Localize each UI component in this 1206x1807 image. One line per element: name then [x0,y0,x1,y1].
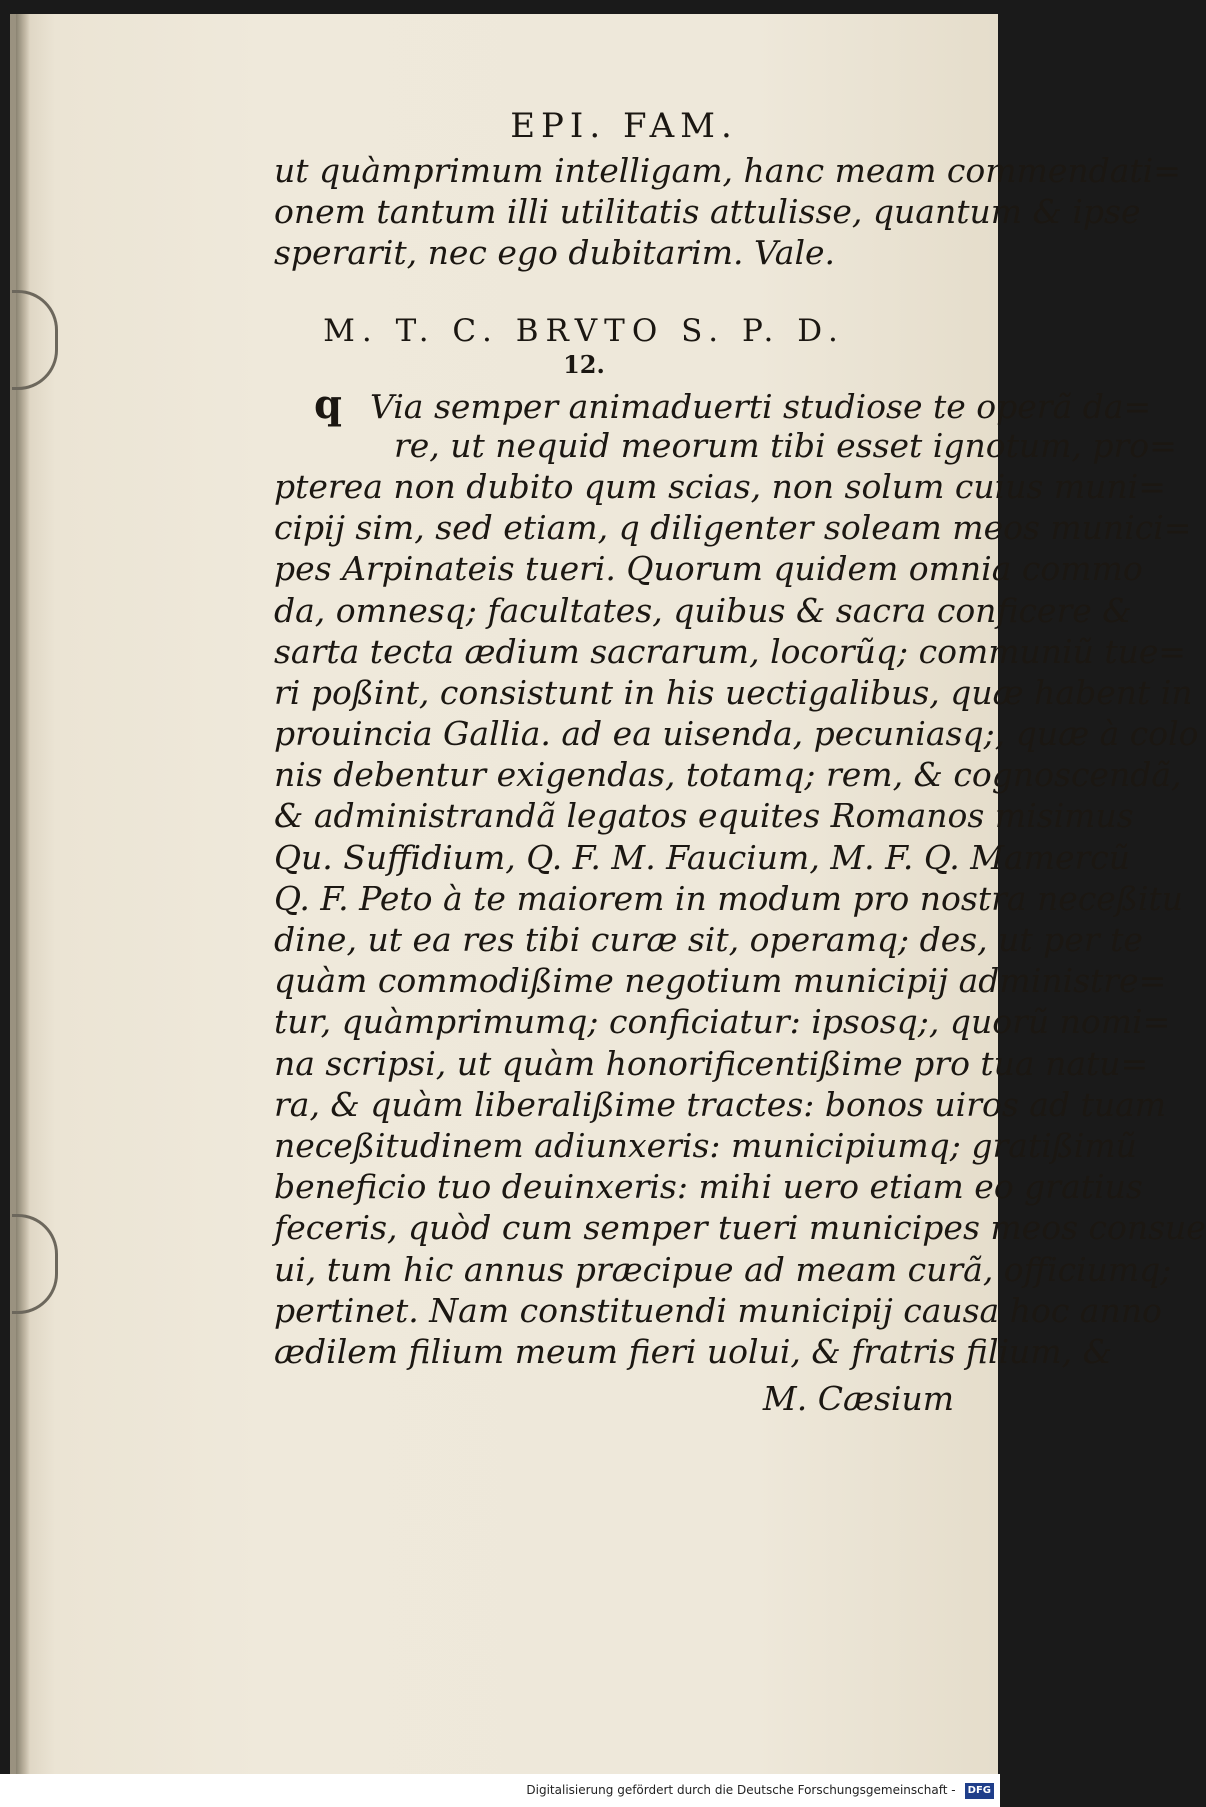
running-head: EPI. FAM. [510,106,738,146]
text-line: nis debentur exigendas, totamq; rem, & cognoscendã, [274,755,1182,795]
binding-clip-top [12,290,58,390]
initial-letter: q [314,380,342,428]
funding-notice: Digitalisierung gefördert durch die Deutsche Forschungsgemeinschaft - [526,1783,956,1797]
text-line: da, omnesq; facultates, quibus & sacra conficere & [274,590,1132,630]
text-line: beneficio tuo deuinxeris: mihi uero etiam eo gratius [274,1167,1143,1207]
text-line: onem tantum illi utilitatis attulisse, quantum & ipse [274,192,1141,232]
text-line: quàm commodißime negotium municipij administre= [274,961,1167,1001]
text-line: Q. F. Peto à te maiorem in modum pro nostra neceßitu [274,878,1183,918]
previous-letter-ending [274,150,1181,274]
text-line: re, ut nequid meorum tibi esset ignotum, pro= [394,425,1177,465]
letter-number: 12. [563,349,605,379]
text-line: cipij sim, sed etiam, q diligenter soleam meos munici= [274,508,1192,548]
binding-clip-bottom [12,1214,58,1314]
dfg-logo-icon: DFG [965,1783,994,1799]
text-line: ri poßint, consistunt in his uectigalibus, quæ habent in [274,672,1193,712]
text-line: Qu. Suffidium, Q. F. M. Faucium, M. F. Q. Mamercũ [274,837,1131,877]
catchword: M. Cæsium [762,1379,954,1419]
text-line: pertinet. Nam constituendi municipij causa hoc anno [274,1290,1162,1330]
text-line: neceßitudinem adiunxeris: municipiumq; gratißimũ [274,1125,1137,1165]
page-text-block [274,102,1206,1419]
digitization-footer [0,1774,1000,1807]
book-page [10,14,1206,1774]
text-line: sarta tecta ædium sacrarum, locorũq; communiũ tue= [274,631,1187,671]
text-line: dine, ut ea res tibi curæ sit, operamq; des, ut per te [274,920,1143,959]
text-line: pterea non dubito qum scias, non solum cuius muni= [274,466,1166,506]
letter-body [274,380,1206,1373]
text-line: Via semper animaduerti studiose te operã da= [369,386,1152,426]
text-line: ædilem filium meum fieri uolui, & fratris filium, & [274,1331,1112,1371]
text-line: tur, quàmprimumq; conficiatur: ipsosq;, quorũ nomi= [274,1002,1171,1042]
text-line: sperarit, nec ego dubitarim. Vale. [274,233,836,273]
text-line: & administrandã legatos equites Romanos misimus [274,796,1134,836]
text-line: pes Arpinateis tueri. Quorum quidem omnia commo [274,549,1143,589]
text-line: na scripsi, ut quàm honorificentißime pro tua natu= [274,1043,1149,1083]
text-line: prouincia Gallia. ad ea uisenda, pecuniasq;, quæ à colo [274,714,1199,754]
letter-first-line [274,380,1152,428]
page-gutter-shadow [16,14,30,1774]
letter-title: M. T. C. BRVTO S. P. D. [323,312,845,349]
text-line: ra, & quàm liberalißime tractes: bonos uiros ad tuam [274,1084,1167,1124]
text-line: ut quàmprimum intelligam, hanc meam commendati= [274,151,1181,190]
text-line: ui, tum hic annus præcipue ad meam curã, officiumq; [274,1249,1172,1289]
text-line: feceris, quòd cum semper tueri municipes meos consue [274,1208,1206,1248]
